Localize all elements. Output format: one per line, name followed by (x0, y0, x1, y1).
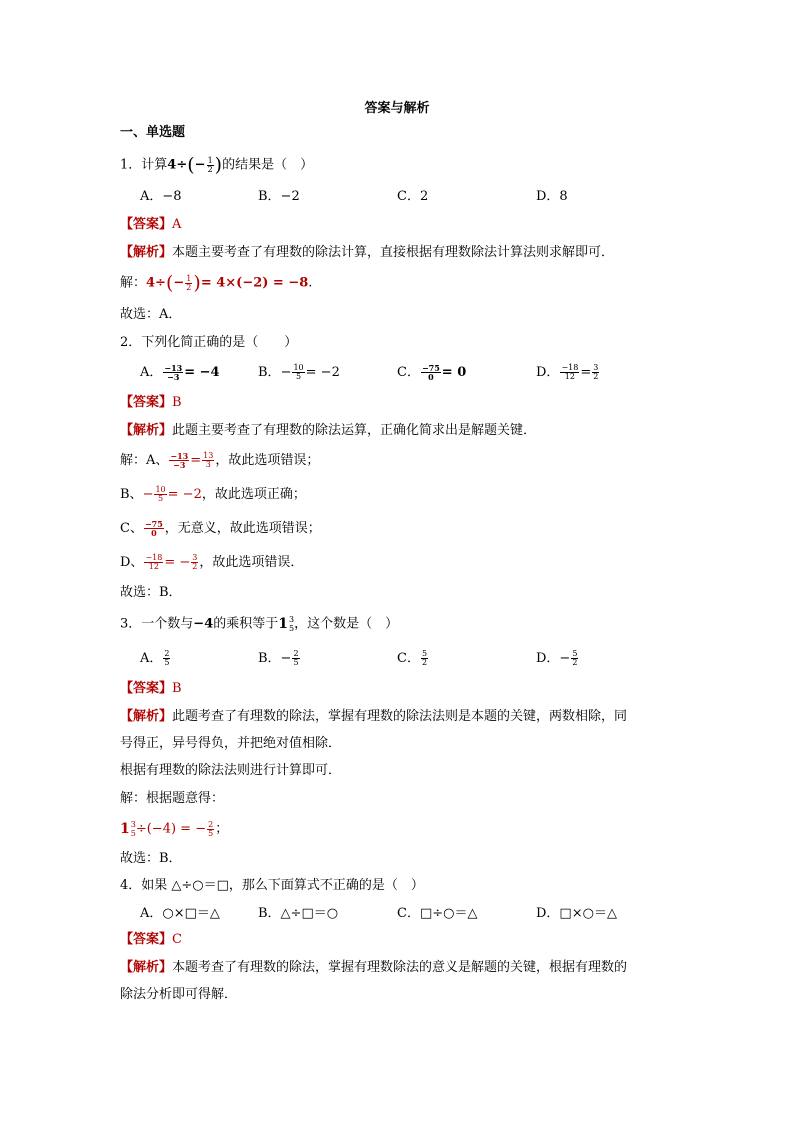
q4-option-a: A．○×□＝△ (140, 906, 220, 921)
q3-option-b: B．− $\frac{2}{5}$ (258, 649, 299, 667)
page-title: 答案与解析 (364, 101, 430, 116)
q1-option-c: C．2 (397, 189, 429, 204)
q2-analysis: 【解析】此题主要考查了有理数的除法运算，正确化简求出是解题关键． (120, 423, 537, 438)
q4-option-d: D．□×○＝△ (536, 906, 617, 921)
q2-stem: 2．下列化简正确的是（ ） (120, 335, 298, 350)
q2-option-a: A． $\frac{-13}{-3}$ = −4 (140, 363, 220, 382)
q1-answer: 【答案】A (120, 217, 182, 232)
q3-pick: 故选：B． (120, 851, 182, 866)
q2-solution-c: C、 $\frac{-75}{0}$ ，无意义，故此选项错误； (120, 519, 321, 538)
q2-pick: 故选：B． (120, 585, 182, 600)
q1-option-b: B．−2 (258, 189, 300, 204)
q4-stem: 4．如果 △÷○＝□，那么下面算式不正确的是（ ） (120, 878, 424, 893)
q3-stem: 3．一个数与−4的乘积等于 1 3 5 ，这个数是（ ） (120, 615, 399, 633)
q1-pick: 故选：A． (120, 307, 182, 322)
q3-option-a: A． $\frac{2}{5}$ (140, 649, 170, 667)
q2-solution-d: D、 $\frac{-18}{12}$ = − $\frac{3}{2}$ ，故此选项错误． (120, 553, 304, 571)
q1-analysis: 【解析】本题主要考查了有理数的除法计算，直接根据有理数除法计算法则求解即可． (120, 245, 615, 260)
q3-solution-intro: 解：根据题意得： (120, 791, 225, 806)
q3-option-d: D．− $\frac{5}{2}$ (536, 649, 578, 667)
q2-option-b: B．− $\frac{10}{5}$ = −2 (258, 363, 340, 381)
q3-answer: 【答案】B (120, 681, 182, 696)
q4-option-c: C．□÷○＝△ (397, 906, 478, 921)
q4-answer: 【答案】C (120, 932, 182, 947)
q3-analysis-line3: 根据有理数的除法法则进行计算即可． (120, 763, 342, 778)
q3-analysis-line2: 号得正，异号得负，并把绝对值相除． (120, 736, 342, 751)
section-heading: 一、单选题 (120, 125, 186, 140)
q1-stem: 1．计算4÷(− $\frac{1}{2}$ )的结果是（ ） (120, 154, 314, 176)
q2-solution-a: 解：A、 $\frac{-13}{-3}$ = $\frac{13}{3}$ ，故此选项错误； (120, 451, 320, 470)
q4-analysis: 【解析】本题考查了有理数的除法，掌握有理数除法的意义是解题的关键，根据有理数的 (120, 960, 628, 975)
q1-option-a: A．−8 (140, 189, 182, 204)
q1-option-d: D．8 (536, 189, 568, 204)
q4-analysis-line2: 除法分析即可得解． (120, 987, 238, 1002)
q3-analysis: 【解析】此题考查了有理数的除法，掌握有理数的除法法则是本题的关键，两数相除，同 (120, 709, 628, 724)
q2-option-d: D． $\frac{-18}{12}$ = $\frac{3}{2}$ (536, 363, 599, 381)
q1-solution: 解：4÷(− $\frac{1}{2}$ )= 4×(−2) = −8. (120, 272, 313, 294)
q2-solution-b: B、− $\frac{10}{5}$ = −2，故此选项正确； (120, 485, 306, 503)
q2-option-c: C． $\frac{-75}{0}$ = 0 (397, 363, 467, 382)
q2-answer: 【答案】B (120, 395, 182, 410)
q4-option-b: B．△÷□＝○ (258, 906, 339, 921)
q3-solution-expr: 1 3 5 ÷(−4) = − $\frac{2}{5}$ ； (120, 819, 229, 838)
q3-option-c: C． $\frac{5}{2}$ (397, 649, 428, 667)
